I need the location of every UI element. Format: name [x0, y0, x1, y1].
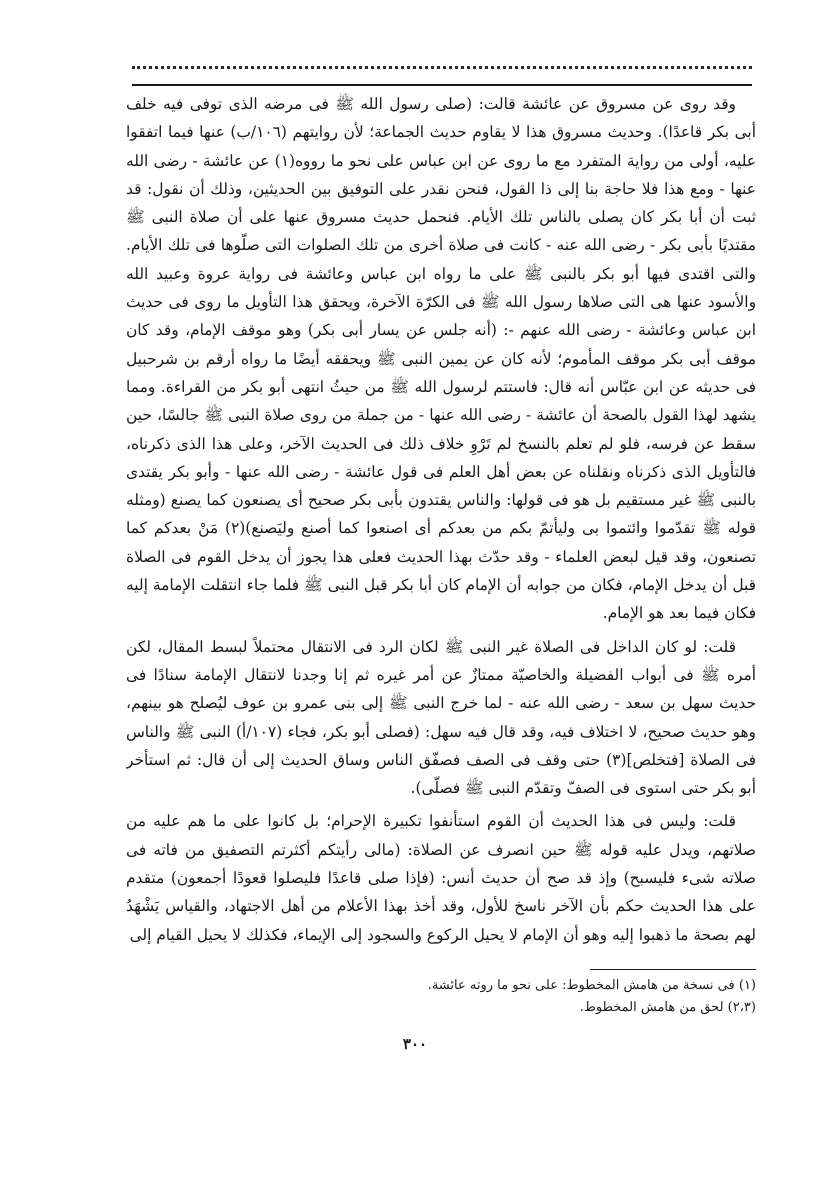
header-dotted-rule [132, 66, 752, 81]
footnote-2: (٢،٣) لحق من هامش المخطوط. [579, 1000, 756, 1015]
body-text [126, 90, 756, 956]
page-number: ٣٠٠ [402, 1035, 428, 1053]
footnote-separator [590, 969, 756, 970]
header-solid-rule [132, 84, 752, 86]
footnotes [300, 975, 756, 1019]
paragraph-2: قلت: لو كان الداخل فى الصلاة غير النبى ﷺ لكان الرد فى الانتقال محتملاً لبسط المقال، لكن أمره ﷺ فى أبواب الفضيلة والخاصيّة ممتازٌ عن أمر غيره ثم إنا وجدنا لانتقال الإمامة سنادًا فى حديث سهل بن سعد - رضى الله عنه - لما خرج النبى ﷺ إلى بنى عمرو بن عوف ليُصلح هو بينهم، وهو حديث صحيح، لا اختلاف فيه، وقد قال فيه سهل: (فصلى أبو بكر، فجاء (١٠٧/أ) النبى ﷺ والناس فى الصلاة [فتخلص](٣) حتى وقف فى الصف فصفّق الناس وساق الحديث إلى أن قال: ثم استأخر أبو بكر حتى استوى فى الصفّ وتقدّم النبى ﷺ فصلّى). [126, 637, 756, 798]
paragraph-1: وقد روى عن مسروق عن عائشة قالت: (صلى رسول الله ﷺ فى مرضه الذى توفى فيه خلف أبى بكر قاعدًا). وحديث مسروق هذا لا يقاوم حديث الجماعة؛ لأن روايتهم (١٠٦/ب) عنها فيما اتفقوا عليه، أولى من رواية المتفرد مع ما روى عن ابن عباس على نحو ما رووه(١) عن عائشة - رضى الله عنها - ومع هذا فلا حاجة بنا إلى ذا القول، فنحن نقدر على التوفيق بين الحديثين، وذلك أن نقول: قد ثبت أن أبا بكر كان يصلى بالناس تلك الأيام. فنحمل حديث مسروق عنها على أن صلاة النبى ﷺ مقتديًا بأبى بكر - رضى الله عنه - كانت فى صلاة أخرى من تلك الصلوات التى صلّوها فى تلك الأيام. والتى اقتدى فيها أبو بكر بالنبى ﷺ على ما رواه ابن عباس وعائشة فى رواية عروة وعبيد الله والأسود عنها هى التى صلاها رسول الله ﷺ فى الكرّة الآخرة، ويحقق هذا التأويل ما روى فى حديث ابن عباس وعائشة - رضى الله عنهم -: (أنه جلس عن يسار أبى بكر) وهو موقف الإمام، وقد كان موقف أبى بكر موقف المأموم؛ لأنه كان عن يمين النبى ﷺ ويحققه أيضًا ما رواه أرقم بن شرحبيل فى حديثه عن ابن عبّاس أنه قال: فاستتم لرسول الله ﷺ من حيثُ انتهى أبو بكر من القراءة. ومما يشهد لهذا القول بالصحة أن عائشة - رضى الله عنها - من جملة من روى صلاة النبى ﷺ جالسًا، حين سقط عن فرسه، فلو لم تعلم بالنسخ لم تَرْوِ خلاف ذلك فى الحديث الآخر، وعلى هذا الذى ذكرناه، فالتأويل الذى ذكرناه ونقلناه عن بعض أهل العلم فى قول عائشة - رضى الله عنها - وأبو بكر يقتدى بالنبى ﷺ غير مستقيم بل هو فى قولها: والناس يقتدون بأبى بكر صحيح أى يصنعون كما يصنع (ومثله قوله ﷺ تقدّموا وائتموا بى وليأتمّ بكم من بعدكم أى اصنعوا كما أصنع وليَصنع)(٢) مَنْ بعدكم كما تصنعون، وقد قيل لبعض العلماء - وقد حدّث بهذا الحديث فعلى هذا يجوز أن يدخل القوم فى الصلاة قبل أن يدخل الإمام، فكان من جوابه أن الإمام كان أبا بكر قبل النبى ﷺ فلما جاء انتقلت الإمامة إليه فكان فيما بعد هو الإمام. [126, 95, 756, 623]
paragraph-3: قلت: وليس فى هذا الحديث أن القوم استأنفوا تكبيرة الإحرام؛ بل كانوا على ما هم عليه من صلاتهم، ويدل عليه قوله ﷺ حين انصرف عن الصلاة: (مالى رأيتكم أكثرتم التصفيق من فاته فى صلاته شىء فليسبح) وإذ قد صح أن حديث أنس: (فإذا صلى قاعدًا فليصلوا قعودًا أجمعون) متقدم على هذا الحديث حكم بأن الآخر ناسخ للأول، وقد أخذ بهذا الأعلام من أهل الاجتهاد، والقياس يَشْهَدُ لهم بصحة ما ذهبوا إليه وهو أن الإمام لا يحيل الركوع والسجود إلى الإيماء، فكذلك لا يحيل القيام إلى [126, 812, 756, 944]
footnote-1: (١) فى نسخة من هامش المخطوط: على نحو ما روته عائشة. [427, 978, 756, 993]
